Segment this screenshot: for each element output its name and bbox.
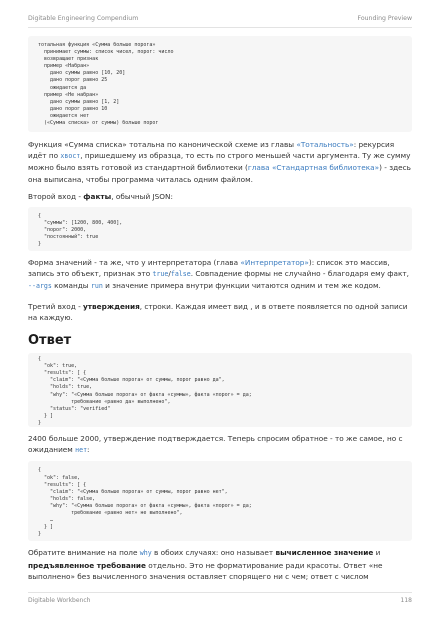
header-divider — [28, 27, 412, 28]
paragraph-why-field: Обратите внимание на поле why в обоих случаях: оно называет вычисленное значение и предъявленное требование отдельно. Это не форматирование ради красоты. Ответ «не выполнено» без вычисленного значения оставляет спорящего ни с чем; ответ с числом — [28, 548, 383, 581]
link-totality[interactable]: «Тотальность» — [296, 140, 354, 149]
code-block-facts: { "суммы": [1200, 800, 400], "порог": 2000, "постоянный": true } — [28, 207, 412, 251]
page-header — [28, 15, 412, 27]
footer-divider — [28, 592, 412, 593]
book-title: Digitable Engineering Compendium — [28, 15, 139, 22]
code-block-function: тотальная функция «Сумма больше порога» принимает суммы: список чисел, порог: число возвращает признак пример «Набран» дано суммы равно [10, 20] дано порог равно 25 ожидается да пример «Не набран» дано суммы равно [1, 2] дано порог равно 10 ожидается нет («Сумма списка» от суммы) больше порог — [28, 36, 412, 132]
section-heading-answer: Ответ — [28, 333, 72, 349]
code-block-answer-ok: { "ok": true, "results": [ { "claim": "«Сумма больше порога» от суммы, порог равно да", "holds": true, "why": "«Сумма больше порога» от факта «суммы», факта «порог» = да; требование «равно да» выполнено", "status": "verified" } ] } — [28, 353, 412, 427]
paragraph-claims-intro: Третий вход - утверждения, строки. Каждая имеет вид , и в ответе появляется по одной записи на каждую. — [28, 301, 408, 322]
link-interpreter[interactable]: «Интерпретатор» — [240, 258, 309, 268]
page-body — [28, 36, 412, 582]
paragraph-value-shape: Форма значений - та же, что у интерпретатора (глава «Интерпретатор»): список это массив, запись это объект, признак это true/false. Совпадение формы не случайно - благодаря ему факт, --args команды run и значение примера внутри функции читаются одним и тем же кодом. — [28, 258, 409, 291]
link-stdlib[interactable]: глава «Стандартная библиотека» — [247, 163, 380, 173]
paragraph-totality: Функция «Сумма списка» тотальна по канонической схеме из главы «Тотальность»: рекурсия идёт по хвост, пришедшему из образца, то есть по строго меньшей части аргумента. Ту же сумму можно было взять готовой из стандартной библиотеки (глава «Стандартная библиотека») - здесь она выписана, чтобы программа читалась одним файлом. — [28, 140, 411, 184]
inline-code-tail: хвост — [60, 152, 81, 161]
code-block-answer-fail: { "ok": false, "results": [ { "claim": "«Сумма больше порога» от суммы, порог равно нет", "holds": false, "why": "«Сумма больше порога» от факта «суммы», факта «порог» = да; требование «равно нет» не выполнено", … } ] } — [28, 461, 412, 541]
edition-label: Founding Preview — [357, 15, 412, 22]
page-footer — [28, 597, 412, 607]
footer-title: Digitable Workbench — [28, 597, 91, 604]
page-number: 118 — [400, 597, 412, 604]
paragraph-facts-intro: Второй вход - факты, обычный JSON: — [28, 191, 173, 201]
paragraph-reverse-question: 2400 больше 2000, утверждение подтверждается. Теперь спросим обратное - то же самое, но с ожиданием нет: — [28, 434, 403, 455]
